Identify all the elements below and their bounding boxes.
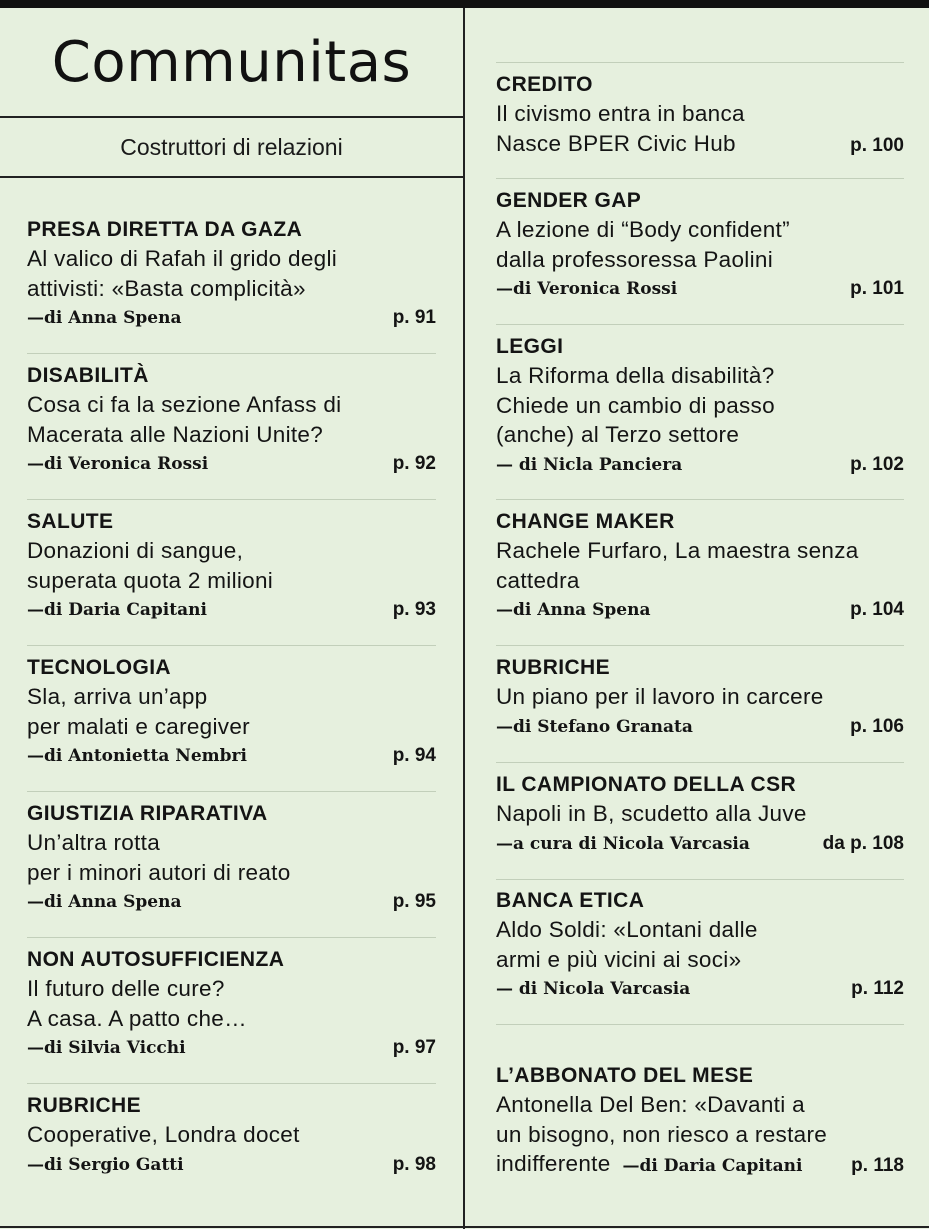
- entry-category: DISABILITÀ: [27, 364, 149, 387]
- entry-category: RUBRICHE: [496, 656, 611, 679]
- masthead-title: Communitas: [51, 30, 412, 95]
- entry-separator: [496, 62, 904, 63]
- entry-category: BANCA ETICA: [496, 889, 645, 912]
- entry-category: RUBRICHE: [27, 1094, 142, 1117]
- entry-separator: [496, 324, 904, 325]
- entry-title-line: superata quota 2 milioni: [27, 567, 274, 593]
- entry-title-line: Sla, arriva un’app: [27, 684, 208, 709]
- toc-entry[interactable]: [27, 945, 436, 1062]
- entry-title-line: per i minori autori di reato: [27, 859, 291, 885]
- entry-category: IL CAMPIONATO DELLA CSR: [496, 773, 797, 796]
- entry-author: —di Stefano Granata: [496, 716, 693, 737]
- entry-category: SALUTE: [27, 510, 114, 533]
- entry-author: —di Antonietta Nembri: [27, 746, 247, 766]
- entry-separator: [27, 791, 436, 792]
- entry-title-line: un bisogno, non riesco a restare: [496, 1121, 828, 1147]
- entry-author: — di Nicola Varcasia: [496, 979, 691, 999]
- entry-author: —di Daria Capitani: [27, 600, 207, 620]
- entry-page[interactable]: p. 94: [392, 745, 436, 766]
- entry-author: —di Anna Spena: [27, 308, 182, 328]
- entry-page[interactable]: p. 95: [392, 891, 436, 912]
- entry-title-line: A casa. A patto che…: [27, 1005, 247, 1031]
- entry-title-line: dalla professoressa Paolini: [496, 246, 774, 272]
- toc-entry[interactable]: [496, 332, 904, 479]
- entry-page[interactable]: p. 101: [850, 278, 904, 299]
- entry-title-line: cattedra: [496, 567, 580, 593]
- entry-separator: [27, 353, 436, 354]
- toc-entry[interactable]: [496, 1061, 904, 1179]
- entry-author: —di Veronica Rossi: [496, 279, 678, 299]
- entry-category: GENDER GAP: [496, 189, 642, 212]
- entry-separator: [496, 762, 904, 763]
- entry-title-line: Antonella Del Ben: «Davanti a: [496, 1092, 805, 1117]
- entry-separator: [27, 1083, 436, 1084]
- entry-title-line: La Riforma della disabilità?: [496, 363, 775, 388]
- toc-entry[interactable]: [496, 70, 904, 158]
- entry-title-line: Cosa ci fa la sezione Anfass di: [27, 392, 342, 417]
- entry-title-line: Donazioni di sangue,: [27, 538, 244, 563]
- entry-page[interactable]: p. 98: [392, 1153, 436, 1175]
- toc-entry[interactable]: [27, 507, 436, 624]
- entry-category: PRESA DIRETTA DA GAZA: [27, 218, 303, 241]
- entry-page[interactable]: p. 91: [392, 307, 436, 328]
- entry-author: — di Nicla Panciera: [496, 454, 683, 475]
- toc-entry[interactable]: [496, 770, 904, 858]
- entry-separator: [496, 645, 904, 646]
- entry-title-line: Macerata alle Nazioni Unite?: [27, 421, 324, 447]
- entry-page[interactable]: p. 100: [850, 134, 904, 156]
- bottom-rule: [0, 1226, 929, 1228]
- entry-title-line: Rachele Furfaro, La maestra senza: [496, 538, 859, 563]
- entry-title-line: A lezione di “Body confident”: [496, 217, 790, 242]
- entry-category: TECNOLOGIA: [27, 656, 171, 679]
- toc-entry[interactable]: [27, 1091, 436, 1179]
- entry-title-line: Un piano per il lavoro in carcere: [496, 684, 824, 709]
- top-rule: [0, 0, 929, 8]
- entry-title-line: Aldo Soldi: «Lontani dalle: [496, 917, 758, 942]
- entry-separator: [27, 499, 436, 500]
- toc-entry[interactable]: [27, 215, 436, 332]
- entry-page[interactable]: p. 93: [392, 599, 436, 620]
- toc-entry[interactable]: [496, 886, 904, 1003]
- entry-separator: [27, 645, 436, 646]
- entry-category: L’ABBONATO DEL MESE: [496, 1064, 754, 1087]
- entry-page[interactable]: p. 97: [392, 1037, 436, 1058]
- toc-entry[interactable]: [496, 507, 904, 624]
- entry-author: —di Anna Spena: [27, 892, 182, 912]
- entry-separator: [496, 879, 904, 880]
- entry-title-line: Il civismo entra in banca: [496, 101, 745, 126]
- entry-separator: [496, 1024, 904, 1025]
- entry-title-line: Nasce BPER Civic Hub: [496, 130, 736, 156]
- toc-entry[interactable]: [496, 653, 904, 741]
- entry-separator: [496, 178, 904, 179]
- masthead-subtitle: Costruttori di relazioni: [120, 134, 343, 160]
- masthead-rule: [0, 116, 463, 118]
- toc-entry[interactable]: [27, 799, 436, 916]
- entry-title-line: Un’altra rotta: [27, 830, 161, 855]
- entry-title-line: Chiede un cambio di passo: [496, 392, 775, 418]
- entry-page[interactable]: p. 102: [850, 453, 904, 475]
- entry-title-line: attivisti: «Basta complicità»: [27, 275, 306, 301]
- column-divider: [463, 8, 465, 1229]
- entry-title-line: Al valico di Rafah il grido degli: [27, 246, 338, 271]
- entry-page[interactable]: p. 106: [850, 715, 904, 737]
- entry-title-line: indifferente: [496, 1151, 611, 1176]
- entry-author: —a cura di Nicola Varcasia: [496, 833, 750, 854]
- entry-title-line: armi e più vicini ai soci»: [496, 946, 742, 972]
- toc-entry[interactable]: [496, 186, 904, 303]
- entry-author: —di Veronica Rossi: [27, 454, 209, 474]
- entry-separator: [496, 499, 904, 500]
- toc-entry[interactable]: [27, 361, 436, 478]
- entry-category: GIUSTIZIA RIPARATIVA: [27, 802, 268, 825]
- entry-author: —di Sergio Gatti: [27, 1154, 184, 1175]
- entry-title-line: per malati e caregiver: [27, 713, 250, 739]
- entry-title-line: Cooperative, Londra docet: [27, 1122, 300, 1147]
- entry-author: —di Anna Spena: [496, 600, 651, 620]
- entry-author: —di Daria Capitani: [622, 1156, 803, 1176]
- entry-author: —di Silvia Vicchi: [27, 1038, 186, 1058]
- entry-title-line: (anche) al Terzo settore: [496, 422, 740, 447]
- entry-page[interactable]: p. 118: [851, 1155, 904, 1176]
- entry-separator: [27, 937, 436, 938]
- entry-title-line: Il futuro delle cure?: [27, 976, 225, 1001]
- entry-page[interactable]: p. 112: [851, 978, 904, 999]
- entry-category: LEGGI: [496, 335, 564, 358]
- entry-category: NON AUTOSUFFICIENZA: [27, 948, 285, 971]
- entry-category: CREDITO: [496, 73, 593, 96]
- subtitle-rule: [0, 176, 463, 178]
- entry-page[interactable]: p. 104: [850, 599, 904, 620]
- entry-page[interactable]: p. 92: [392, 453, 436, 474]
- entry-title-line: Napoli in B, scudetto alla Juve: [496, 801, 807, 826]
- entry-category: CHANGE MAKER: [496, 510, 675, 533]
- toc-entry[interactable]: [27, 653, 436, 770]
- entry-page[interactable]: da p. 108: [822, 832, 904, 854]
